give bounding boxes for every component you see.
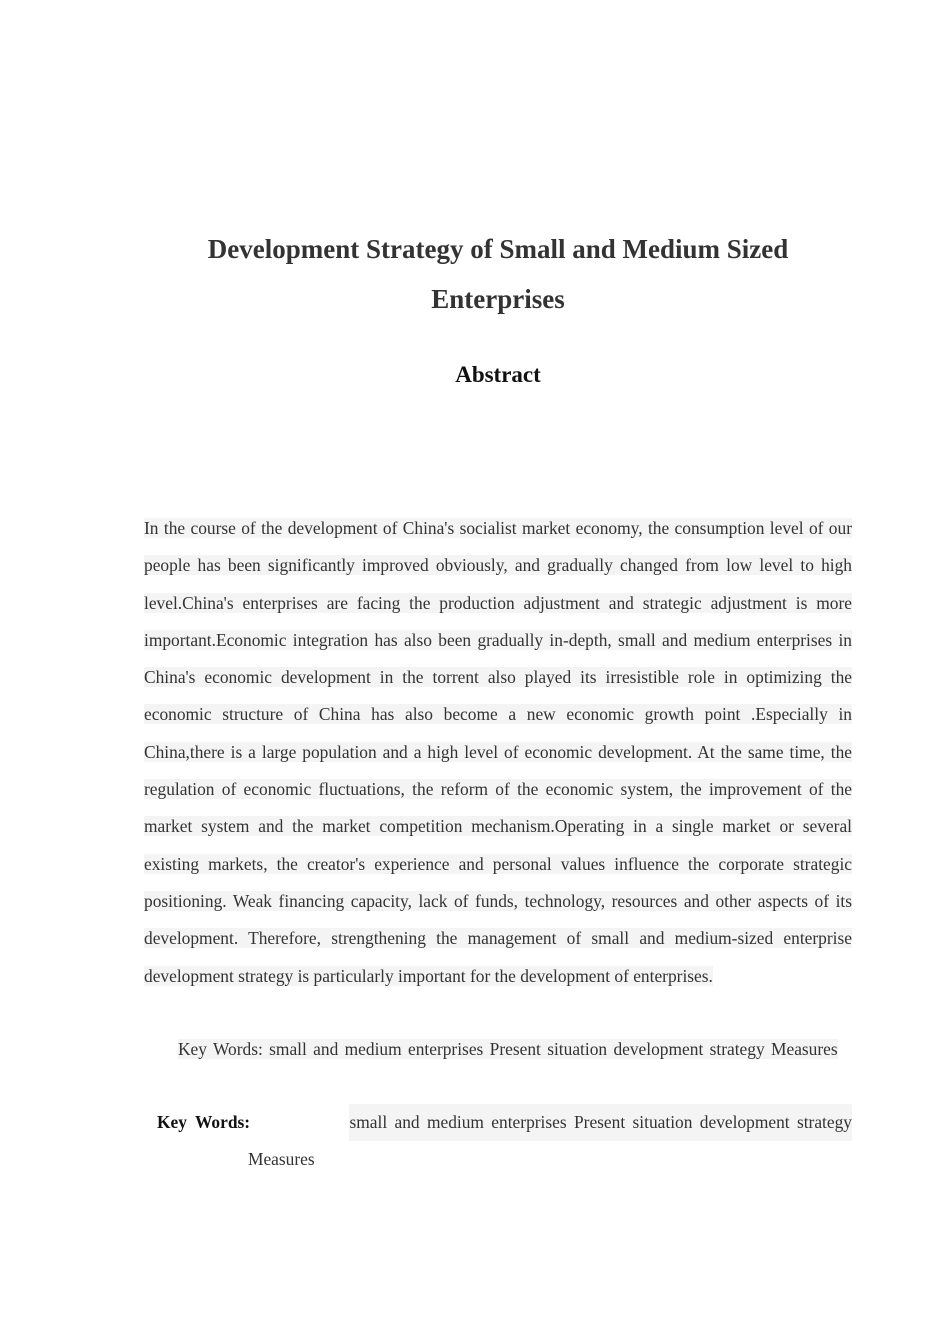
keywords-plain-paragraph	[144, 1031, 852, 1068]
keywords-terms: small and medium enterprises Present situation development strategy	[349, 1104, 852, 1141]
abstract-text: In the course of the development of China's socialist market economy, the consumption level of our people has been significantly improved obviously, and gradually changed from low level to high level.China's enterprises are facing the production adjustment and strategic adjustment is more important.Economic integration has also been gradually in-depth, small and medium enterprises in China's economic development in the torrent also played its irresistible role in optimizing the economic structure of China has also become a new economic growth point .Especially in China,there is a large population and a high level of economic development. At the same time, the regulation of economic fluctuations, the reform of the economic system, the improvement of the market system and the market competition mechanism.Operating in a single market or several existing markets, the creator's experience and personal values influence the corporate strategic positioning. Weak financing capacity, lack of funds, technology, resources and other aspects of its development. Therefore, strengthening the management of small and medium-sized enterprise development strategy is particularly important for the development of enterprises.	[144, 518, 852, 986]
keywords-measures: Measures	[248, 1149, 315, 1169]
keywords-plain-text: Key Words: small and medium enterprises Present situation development strategy Measures	[178, 1039, 838, 1059]
keywords-label: Key Words:	[157, 1112, 251, 1132]
abstract-paragraph	[144, 510, 852, 995]
keywords-line	[157, 1104, 852, 1141]
abstract-heading: Abstract	[455, 362, 541, 387]
document-title: Development Strategy of Small and Medium Sized Enterprises	[207, 234, 789, 314]
